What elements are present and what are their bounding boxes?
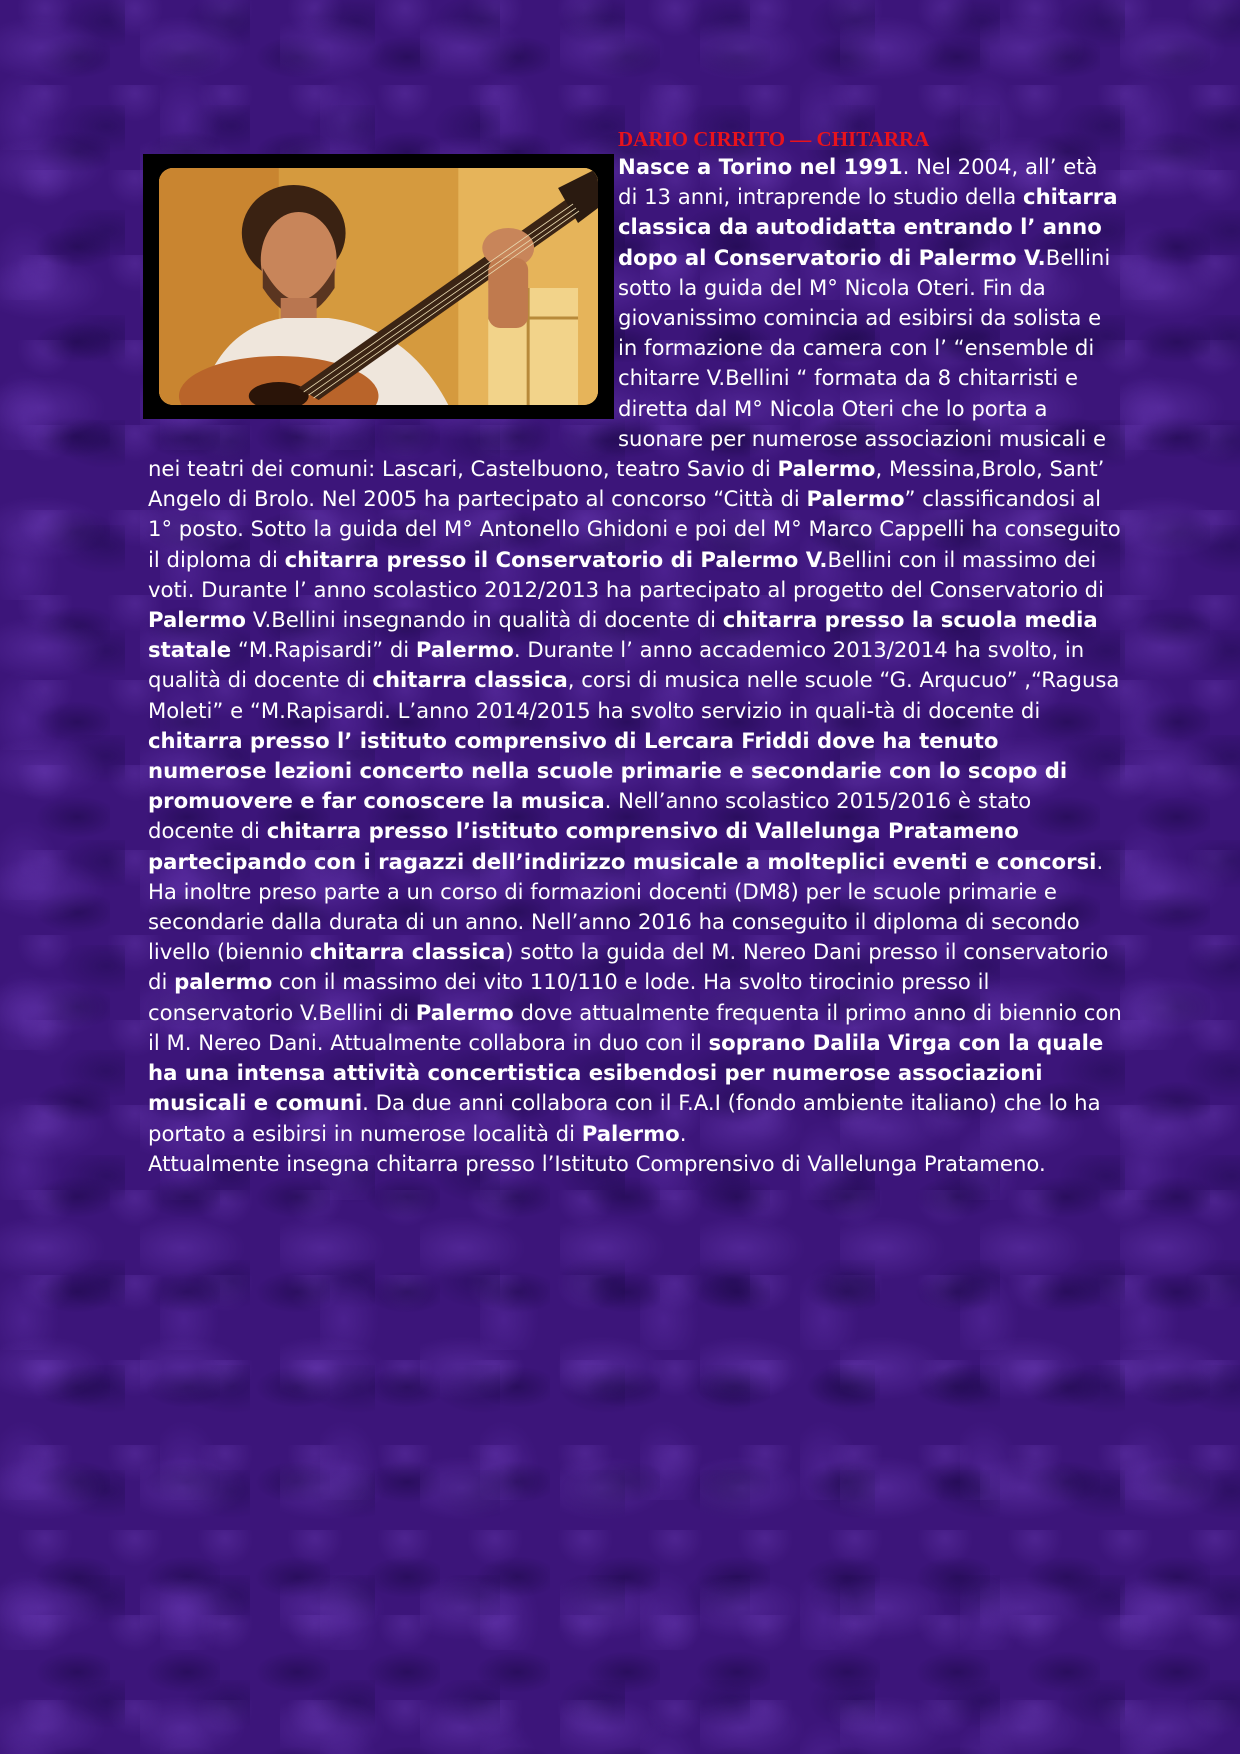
bio-text: , corsi di musica nelle scuole “G. Arqucuo” ,“Ragusa Moleti” e “M.Rapisardi. L’anno 2014/2015 ha svolto servizio in quali-tà di docente di bbox=[148, 667, 1120, 723]
bio-bold: Palermo bbox=[581, 1120, 680, 1146]
bio-text: ) sotto la guida del M. Nereo Dani presso il conservatorio di bbox=[148, 939, 1109, 995]
bio-text: Bellini sotto la guida del M° Nicola Oteri. Fin da giovanissimo comincia ad esibirsi da solista e in formazione da camera con l’ “ensemble di chitarre V.Bellini “ formata da 8 chitarristi e diretta dal M° Nicola Oteri che lo porta a suonare per numerose associazioni musicali e nei teatri dei comuni: Lascari, Castelbuono, teatro Savio di bbox=[148, 244, 1111, 482]
bio-bold: chitarra classica da autodidatta entrando l’ anno dopo al Conservatorio di Palermo V. bbox=[618, 184, 1118, 270]
bio-bold: chitarra classica bbox=[309, 939, 506, 965]
bio-bold: palermo bbox=[174, 969, 273, 995]
biography-text bbox=[148, 126, 1123, 1179]
bio-text: . Nell’anno scolastico 2015/2016 è stato docente di bbox=[148, 788, 1032, 844]
bio-text: V.Bellini insegnando in qualità di docente di bbox=[245, 607, 723, 633]
bio-text: . Durante l’ anno accademico 2013/2014 ha svolto, in qualità di docente di bbox=[148, 637, 1085, 693]
bio-text: con il massimo dei vito 110/110 e lode. Ha svolto tirocinio presso il conservatorio V.Bellini di bbox=[148, 969, 990, 1025]
bio-bold: soprano Dalila Virga con la quale ha una intensa attività concertistica esibendosi per numerose associazioni musicali e comuni bbox=[148, 1029, 1104, 1116]
bio-bold: chitarra presso la scuola media statale bbox=[148, 607, 1098, 663]
photo-float-space bbox=[148, 126, 618, 426]
page-title: DARIO CIRRITO — CHITARRA bbox=[618, 127, 930, 151]
bio-text: dove attualmente frequenta il primo anno di biennio con il M. Nereo Dani. Attualmente collabora in duo con il bbox=[148, 999, 1122, 1055]
bio-text: . Ha inoltre preso parte a un corso di formazioni docenti (DM8) per le scuole primarie e secondarie dalla durata di un anno. Nell’anno 2016 ha conseguito il diploma di secondo livello (biennio bbox=[148, 848, 1104, 965]
bio-bold: Palermo bbox=[415, 999, 514, 1025]
bio-text: . Da due anni collabora con il F.A.I (fondo ambiente italiano) che lo ha portato a esibirsi in numerose località di bbox=[148, 1090, 1101, 1146]
bio-bold: chitarra presso l’istituto comprensivo di Vallelunga Pratameno partecipando con i ragazzi dell’indirizzo musicale a molteplici eventi e concorsi bbox=[148, 818, 1097, 874]
bio-last-line: Attualmente insegna chitarra presso l’Istituto Comprensivo di Vallelunga Pratameno. bbox=[148, 1150, 1046, 1176]
bio-bold: chitarra classica bbox=[372, 667, 568, 693]
bio-text: , Messina,Brolo, Sant’ Angelo di Brolo. Nel 2005 ha partecipato al concorso “Città di bbox=[148, 456, 1105, 512]
bio-bold: Nasce a Torino nel 1991 bbox=[618, 154, 903, 179]
bio-bold: Palermo bbox=[777, 456, 876, 482]
bio-bold: chitarra presso il Conservatorio di Palermo V. bbox=[284, 546, 828, 572]
bio-text: . Nel 2004, all’ età di 13 anni, intraprende lo studio della bbox=[618, 154, 1098, 210]
bio-bold: chitarra presso l’ istituto comprensivo di Lercara Friddi dove ha tenuto numerose lezioni concerto nella scuole primarie e secondarie con lo scopo di promuovere e far conoscere la musica bbox=[148, 727, 1068, 814]
bio-bold: Palermo bbox=[806, 486, 905, 512]
bio-text: Bellini con il massimo dei voti. Durante l’ anno scolastico 2012/2013 ha partecipato al progetto del Conservatorio di bbox=[148, 546, 1104, 602]
bio-text: “M.Rapisardi” di bbox=[231, 637, 416, 663]
bio-text: . bbox=[679, 1120, 687, 1146]
bio-bold: Palermo bbox=[148, 607, 246, 633]
bio-bold: Palermo bbox=[415, 637, 514, 663]
bio-text: ” classificandosi al 1° posto. Sotto la guida del M° Antonello Ghidoni e poi del M° Marco Cappelli ha conseguito il diploma di bbox=[148, 486, 1121, 572]
